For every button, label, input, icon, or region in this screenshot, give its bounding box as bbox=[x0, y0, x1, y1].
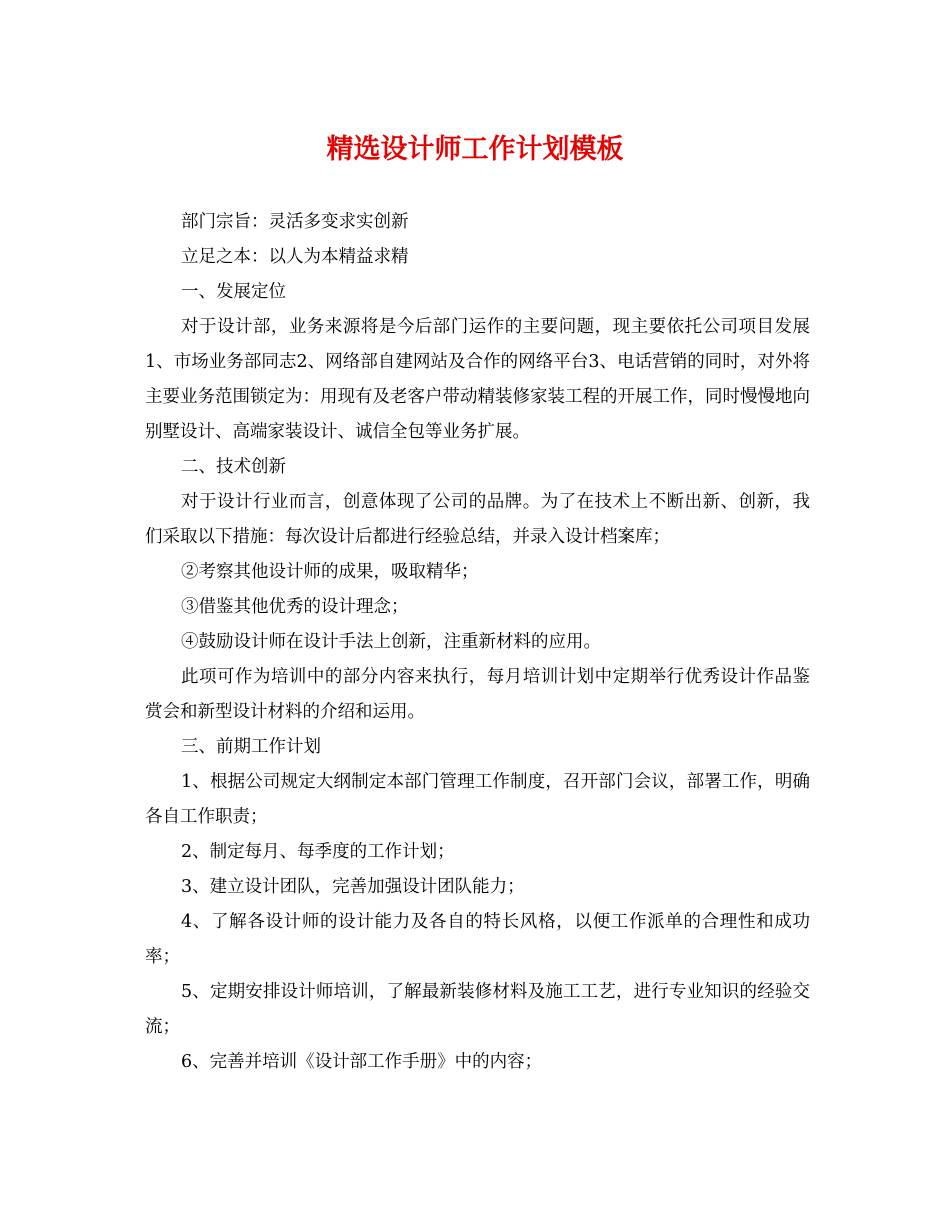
section-heading-development: 一、发展定位 bbox=[181, 282, 286, 302]
list-item: 4、了解各设计师的设计能力及各自的特长风格，以便工作派单的合理性和成功率； bbox=[145, 912, 810, 967]
paragraph-innovation: 对于设计行业而言，创意体现了公司的品牌。为了在技术上不断出新、创新，我们采取以下措施：每次设计后都进行经验总结，并录入设计档案库； bbox=[145, 492, 810, 547]
paragraph-development: 对于设计部，业务来源将是今后部门运作的主要问题，现主要依托公司项目发展1、市场业务部同志2、网络部自建网站及合作的网络平台3、电话营销的同时，对外将主要业务范围锁定为：用现有及老客户带动精装修家装工程的开展工作，同时慢慢地向别墅设计、高端家装设计、诚信全包等业务扩展。 bbox=[145, 317, 810, 442]
section-heading-innovation: 二、技术创新 bbox=[181, 457, 286, 477]
list-item: 3、建立设计团队，完善加强设计团队能力； bbox=[181, 877, 525, 897]
list-item: 5、定期安排设计师培训，了解最新装修材料及施工工艺，进行专业知识的经验交流； bbox=[145, 982, 810, 1037]
list-item: ④鼓励设计师在设计手法上创新，注重新材料的应用。 bbox=[181, 632, 601, 652]
list-item: 2、制定每月、每季度的工作计划； bbox=[181, 842, 455, 862]
document-body bbox=[145, 205, 810, 1080]
document-title: 精选设计师工作计划模板 bbox=[326, 134, 624, 165]
list-item: ③借鉴其他优秀的设计理念； bbox=[181, 597, 409, 617]
paragraph-purpose: 部门宗旨：灵活多变求实创新 bbox=[181, 212, 409, 232]
paragraph-training: 此项可作为培训中的部分内容来执行，每月培训计划中定期举行优秀设计作品鉴赏会和新型设计材料的介绍和运用。 bbox=[145, 667, 810, 722]
paragraph-foundation: 立足之本：以人为本精益求精 bbox=[181, 247, 409, 267]
list-item: 1、根据公司规定大纲制定本部门管理工作制度，召开部门会议，部署工作，明确各自工作职责； bbox=[145, 772, 810, 827]
list-item: ②考察其他设计师的成果，吸取精华； bbox=[181, 562, 479, 582]
list-item: 6、完善并培训《设计部工作手册》中的内容； bbox=[181, 1052, 543, 1072]
section-heading-plan: 三、前期工作计划 bbox=[181, 737, 321, 757]
